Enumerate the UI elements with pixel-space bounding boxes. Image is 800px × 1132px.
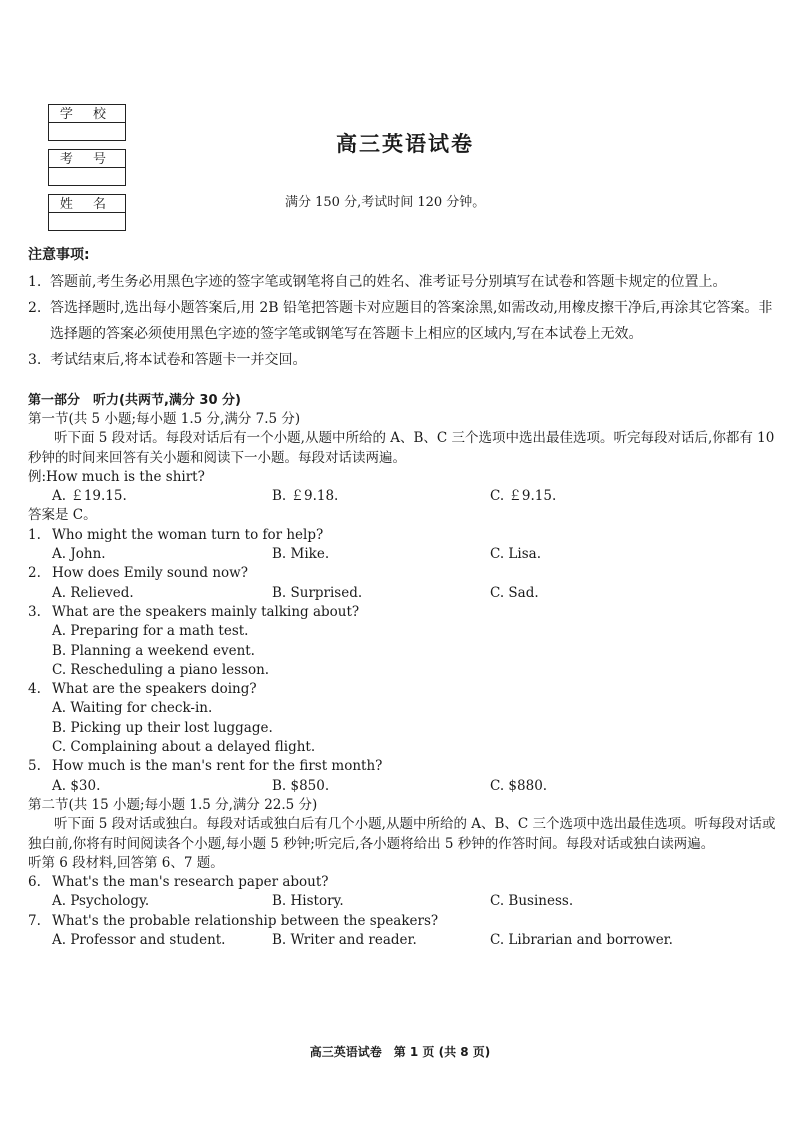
option-b: B. Surprised. bbox=[272, 584, 363, 601]
notice-item bbox=[28, 295, 776, 347]
option-c: C. Complaining about a delayed flight. bbox=[52, 739, 316, 756]
question-text: What's the man's research paper about? bbox=[52, 874, 329, 891]
notice-heading: 注意事项: bbox=[28, 247, 90, 263]
question-1-options bbox=[28, 545, 776, 564]
notice-number: 2. bbox=[28, 300, 42, 316]
option-a: A. Waiting for check-in. bbox=[52, 700, 213, 717]
option-c: C. Business. bbox=[490, 893, 574, 910]
option-b: B. ￡9.18. bbox=[272, 488, 339, 505]
question-text: What are the speakers doing? bbox=[52, 681, 257, 698]
question-4 bbox=[28, 680, 776, 699]
question-5 bbox=[28, 757, 776, 776]
option-b: B. Mike. bbox=[272, 546, 330, 563]
example-answer: 答案是 C。 bbox=[28, 507, 97, 524]
option-c: C. Librarian and borrower. bbox=[490, 932, 673, 949]
question-2 bbox=[28, 564, 776, 583]
option-a: A. Psychology. bbox=[52, 893, 150, 910]
question-6 bbox=[28, 873, 776, 892]
exam-number-field bbox=[48, 168, 126, 186]
notice-text: 考试结束后,将本试卷和答题卡一并交回。 bbox=[50, 352, 307, 368]
option-a: A. ￡19.15. bbox=[52, 488, 127, 505]
question-text: What's the probable relationship between the speakers? bbox=[52, 912, 439, 929]
question-number: 3. bbox=[28, 603, 41, 620]
option-c: C. $880. bbox=[490, 777, 548, 794]
question-number: 6. bbox=[28, 874, 41, 891]
question-5-options bbox=[28, 777, 776, 796]
notice-text: 答题前,考生务必用黑色字迹的签字笔或钢笔将自己的姓名、准考证号分别填写在试卷和答题卡规定的位置上。 bbox=[50, 274, 727, 290]
question-3 bbox=[28, 603, 776, 622]
question-2-options bbox=[28, 584, 776, 603]
notice-item bbox=[28, 269, 776, 295]
option-c: C. ￡9.15. bbox=[490, 488, 557, 505]
exam-number-label: 考 号 bbox=[48, 149, 126, 168]
material-label: 听第 6 段材料,回答第 6、7 题。 bbox=[28, 854, 224, 871]
question-text: Who might the woman turn to for help? bbox=[52, 526, 324, 543]
option-a: A. $30. bbox=[52, 777, 101, 794]
example-question: 例:How much is the shirt? bbox=[28, 468, 205, 485]
option-a: A. Professor and student. bbox=[52, 932, 226, 949]
name-field bbox=[48, 213, 126, 231]
option-a: A. Relieved. bbox=[52, 584, 134, 601]
option-b: B. Writer and reader. bbox=[272, 932, 417, 949]
option-c: C. Lisa. bbox=[490, 546, 541, 563]
option-a: A. John. bbox=[52, 546, 106, 563]
question-number: 2. bbox=[28, 565, 41, 582]
question-7 bbox=[28, 912, 776, 931]
section1-instructions: 听下面 5 段对话。每段对话后有一个小题,从题中所给的 A、B、C 三个选项中选出最佳选项。听完每段对话后,你都有 10 秒钟的时间来回答有关小题和阅读下一小题。每段对话读两遍。 bbox=[28, 430, 775, 466]
part1-heading: 第一部分 听力(共两节,满分 30 分) bbox=[28, 393, 241, 408]
question-6-options bbox=[28, 892, 776, 911]
notice-number: 1. bbox=[28, 274, 42, 290]
notice-item bbox=[28, 347, 776, 373]
exam-subtitle: 满分 150 分,考试时间 120 分钟。 bbox=[285, 195, 486, 210]
option-b: B. Planning a weekend event. bbox=[52, 642, 255, 659]
question-number: 5. bbox=[28, 758, 41, 775]
example-options bbox=[28, 487, 776, 506]
section1-heading: 第一节(共 5 小题;每小题 1.5 分,满分 7.5 分) bbox=[28, 411, 301, 427]
notice-text: 答选择题时,选出每小题答案后,用 2B 铅笔把答题卡对应题目的答案涂黑,如需改动,用橡皮擦干净后,再涂其它答案。非选择题的答案必须使用黑色字迹的签字笔或钢笔写在答题卡上相应的区域内,写在本试卷上无效。 bbox=[50, 300, 773, 342]
option-b: B. Picking up their lost luggage. bbox=[52, 719, 273, 736]
question-number: 7. bbox=[28, 912, 41, 929]
section2-heading: 第二节(共 15 小题;每小题 1.5 分,满分 22.5 分) bbox=[28, 796, 318, 813]
page-footer: 高三英语试卷 第 1 页 (共 8 页) bbox=[309, 1045, 491, 1059]
page-title: 高三英语试卷 bbox=[336, 132, 474, 156]
question-text: How does Emily sound now? bbox=[52, 565, 248, 582]
section2-instructions: 听下面 5 段对话或独白。每段对话或独白后有几个小题,从题中所给的 A、B、C 三个选项中选出最佳选项。听每段对话或独白前,你将有时间阅读各个小题,每小题 5 秒钟;听完后,各小题将给出 5 秒钟的作答时间。每段对话或独白读两遍。 bbox=[28, 816, 776, 852]
question-text: What are the speakers mainly talking about? bbox=[52, 603, 360, 620]
question-7-options bbox=[28, 931, 776, 950]
option-c: C. Sad. bbox=[490, 584, 539, 601]
student-info-table bbox=[48, 104, 126, 231]
notice-number: 3. bbox=[28, 352, 42, 368]
option-b: B. History. bbox=[272, 893, 344, 910]
option-a: A. Preparing for a math test. bbox=[52, 623, 249, 640]
question-number: 4. bbox=[28, 681, 41, 698]
question-1 bbox=[28, 526, 776, 545]
name-label: 姓 名 bbox=[48, 194, 126, 213]
school-label: 学 校 bbox=[48, 104, 126, 123]
option-b: B. $850. bbox=[272, 777, 330, 794]
question-number: 1. bbox=[28, 526, 41, 543]
question-text: How much is the man's rent for the first month? bbox=[52, 758, 383, 775]
option-c: C. Rescheduling a piano lesson. bbox=[52, 661, 270, 678]
exam-content bbox=[28, 241, 776, 950]
